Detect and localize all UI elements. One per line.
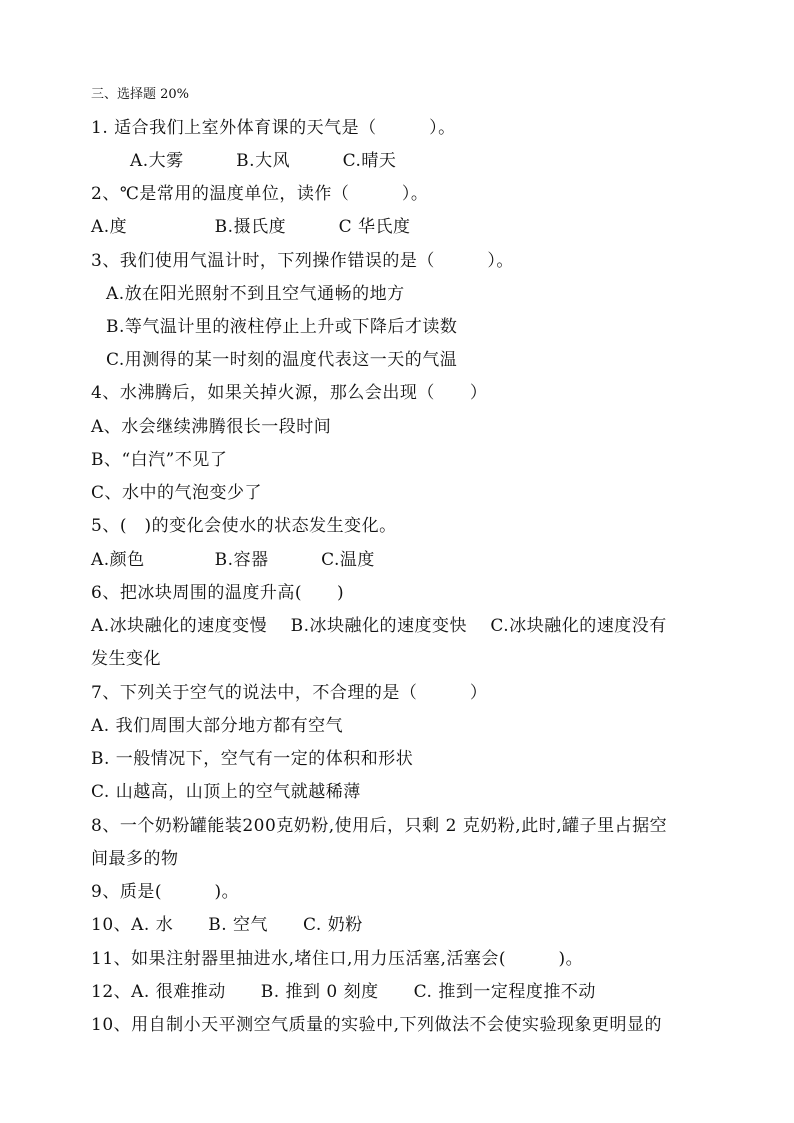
question-4-option-c: C、水中的气泡变少了: [91, 483, 263, 503]
question-8: 8、一个奶粉罐能装200克奶粉,使用后，只剩 2 克奶粉,此时,罐子里占据空: [91, 816, 668, 836]
question-11: 11、如果注射器里抽进水,堵住口,用力压活塞,活塞会( )。: [91, 949, 584, 969]
question-3-option-a: A.放在阳光照射不到且空气通畅的地方: [106, 284, 405, 304]
question-6: 6、把冰块周围的温度升高( ): [91, 583, 345, 603]
question-5: 5、( )的变化会使水的状态发生变化。: [91, 516, 397, 536]
section-title: 三、选择题 20%: [91, 87, 190, 102]
question-5-options: A.颜色 B.容器 C.温度: [91, 550, 375, 570]
question-1: 1. 适合我们上室外体育课的天气是（ ）。: [91, 118, 456, 138]
question-2-options: A.度 B.摄氏度 C 华氏度: [91, 217, 411, 237]
question-6-options: A.冰块融化的速度变慢 B.冰块融化的速度变快 C.冰块融化的速度没有: [91, 616, 667, 636]
question-12-options: 12、A. 很难推动 B. 推到 0 刻度 C. 推到一定程度推不动: [91, 982, 596, 1002]
question-2: 2、℃是常用的温度单位，读作（ ）。: [91, 184, 429, 204]
question-4: 4、水沸腾后，如果关掉火源，那么会出现（ ）: [91, 383, 488, 403]
question-1-options: A.大雾 B.大风 C.晴天: [130, 151, 397, 171]
question-4-option-b: B、“白汽”不见了: [91, 450, 228, 470]
question-3-option-c: C.用测得的某一时刻的温度代表这一天的气温: [106, 350, 458, 370]
question-10-balance: 10、用自制小天平测空气质量的实验中,下列做法不会使实验现象更明显的: [91, 1015, 663, 1035]
question-7-option-c: C. 山越高，山顶上的空气就越稀薄: [91, 782, 361, 802]
question-4-option-a: A、水会继续沸腾很长一段时间: [91, 417, 332, 437]
question-9: 9、质是( )。: [91, 882, 240, 902]
question-3-option-b: B.等气温计里的液柱停止上升或下降后才读数: [106, 317, 458, 337]
question-10-options: 10、A. 水 B. 空气 C. 奶粉: [91, 915, 363, 935]
question-6-options-continued: 发生变化: [91, 649, 161, 669]
question-7: 7、下列关于空气的说法中，不合理的是（ ）: [91, 683, 488, 703]
question-7-option-a: A. 我们周围大部分地方都有空气: [91, 716, 344, 736]
question-7-option-b: B. 一般情况下，空气有一定的体积和形状: [91, 749, 414, 769]
question-3: 3、我们使用气温计时，下列操作错误的是（ ）。: [91, 251, 514, 271]
question-8-continued: 间最多的物: [91, 849, 179, 869]
